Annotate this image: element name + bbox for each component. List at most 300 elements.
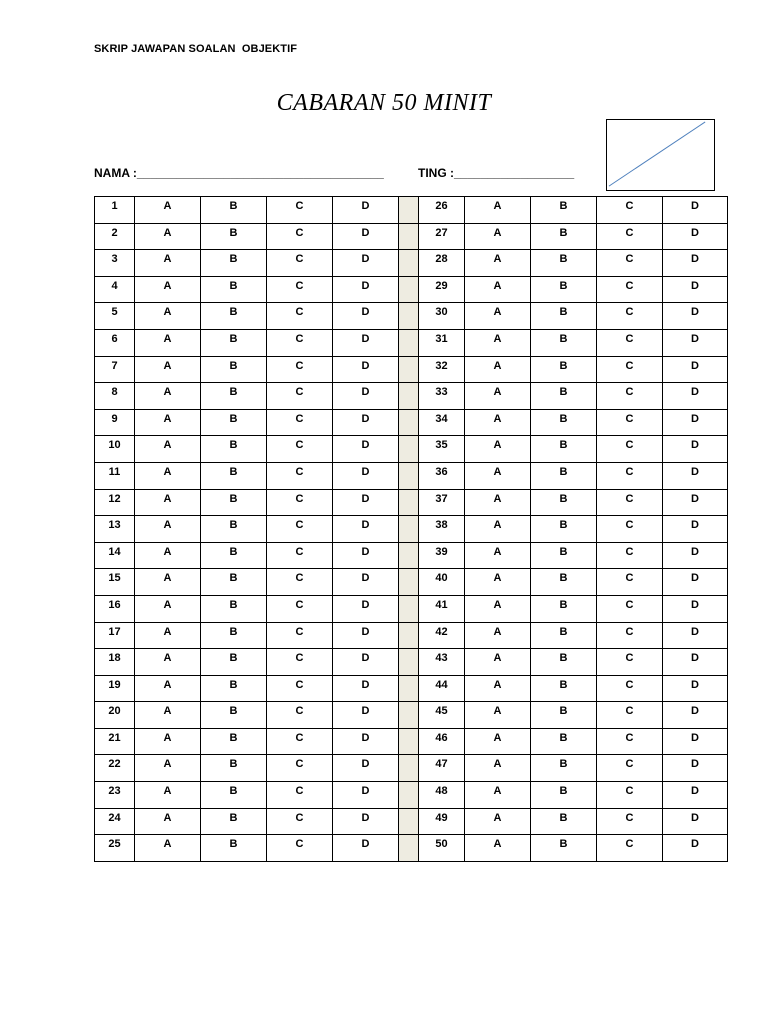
question-number: 36 (419, 462, 465, 489)
answer-option-c[interactable]: C (597, 808, 663, 835)
answer-option-d[interactable]: D (663, 223, 728, 250)
answer-option-a[interactable]: A (135, 728, 201, 755)
answer-option-a[interactable]: A (465, 462, 531, 489)
answer-option-b[interactable]: B (201, 728, 267, 755)
answer-option-d[interactable]: D (663, 569, 728, 596)
answer-option-a[interactable]: A (465, 276, 531, 303)
column-divider (399, 755, 419, 782)
answer-option-a[interactable]: A (135, 383, 201, 410)
answer-option-a[interactable]: A (465, 489, 531, 516)
answer-option-c[interactable]: C (267, 409, 333, 436)
question-number: 39 (419, 542, 465, 569)
answer-option-b[interactable]: B (531, 383, 597, 410)
question-number: 19 (95, 675, 135, 702)
answer-option-b[interactable]: B (531, 649, 597, 676)
question-number: 7 (95, 356, 135, 383)
answer-option-c[interactable]: C (267, 516, 333, 543)
answer-option-c[interactable]: C (267, 728, 333, 755)
question-number: 48 (419, 782, 465, 809)
question-number: 18 (95, 649, 135, 676)
answer-option-a[interactable]: A (135, 356, 201, 383)
answer-option-a[interactable]: A (135, 516, 201, 543)
answer-option-b[interactable]: B (201, 329, 267, 356)
answer-option-b[interactable]: B (201, 409, 267, 436)
answer-option-a[interactable]: A (135, 197, 201, 224)
answer-row (95, 835, 728, 862)
score-box-diagonal-line (607, 120, 714, 190)
answer-option-b[interactable]: B (531, 675, 597, 702)
answer-option-c[interactable]: C (267, 329, 333, 356)
column-divider (399, 569, 419, 596)
answer-option-b[interactable]: B (531, 276, 597, 303)
answer-option-b[interactable]: B (201, 649, 267, 676)
answer-row (95, 276, 728, 303)
answer-option-a[interactable]: A (465, 197, 531, 224)
question-number: 24 (95, 808, 135, 835)
question-number: 12 (95, 489, 135, 516)
question-number: 31 (419, 329, 465, 356)
answer-option-b[interactable]: B (201, 516, 267, 543)
question-number: 28 (419, 250, 465, 277)
answer-option-d[interactable]: D (333, 595, 399, 622)
answer-option-a[interactable]: A (135, 649, 201, 676)
answer-row (95, 675, 728, 702)
answer-option-b[interactable]: B (531, 436, 597, 463)
answer-option-d[interactable]: D (663, 835, 728, 862)
answer-row (95, 516, 728, 543)
answer-option-d[interactable]: D (333, 223, 399, 250)
answer-option-b[interactable]: B (201, 303, 267, 330)
answer-option-a[interactable]: A (465, 223, 531, 250)
answer-row (95, 409, 728, 436)
answer-option-a[interactable]: A (135, 276, 201, 303)
answer-option-d[interactable]: D (333, 702, 399, 729)
answer-option-c[interactable]: C (597, 728, 663, 755)
question-number: 25 (95, 835, 135, 862)
answer-option-a[interactable]: A (135, 223, 201, 250)
answer-row (95, 622, 728, 649)
answer-option-d[interactable]: D (333, 649, 399, 676)
answer-option-b[interactable]: B (201, 755, 267, 782)
name-field[interactable]: NAMA :_____________________________________ (94, 166, 384, 180)
answer-option-d[interactable]: D (663, 383, 728, 410)
answer-option-d[interactable]: D (663, 702, 728, 729)
answer-row (95, 649, 728, 676)
column-divider (399, 409, 419, 436)
answer-option-d[interactable]: D (663, 197, 728, 224)
answer-option-c[interactable]: C (267, 808, 333, 835)
answer-option-d[interactable]: D (333, 383, 399, 410)
question-number: 20 (95, 702, 135, 729)
answer-option-b[interactable]: B (201, 356, 267, 383)
question-number: 40 (419, 569, 465, 596)
answer-option-a[interactable]: A (135, 436, 201, 463)
answer-option-a[interactable]: A (465, 542, 531, 569)
answer-option-b[interactable]: B (531, 250, 597, 277)
answer-option-b[interactable]: B (531, 462, 597, 489)
answer-option-a[interactable]: A (465, 516, 531, 543)
answer-option-c[interactable]: C (597, 356, 663, 383)
answer-option-b[interactable]: B (201, 489, 267, 516)
question-number: 9 (95, 409, 135, 436)
answer-option-d[interactable]: D (333, 303, 399, 330)
score-box (606, 119, 715, 191)
answer-option-c[interactable]: C (597, 409, 663, 436)
answer-option-b[interactable]: B (201, 782, 267, 809)
answer-option-d[interactable]: D (333, 409, 399, 436)
answer-option-b[interactable]: B (201, 622, 267, 649)
answer-option-d[interactable]: D (333, 197, 399, 224)
answer-row (95, 250, 728, 277)
answer-option-d[interactable]: D (663, 356, 728, 383)
answer-option-d[interactable]: D (663, 516, 728, 543)
answer-option-c[interactable]: C (597, 755, 663, 782)
answer-option-c[interactable]: C (267, 595, 333, 622)
question-number: 46 (419, 728, 465, 755)
answer-option-b[interactable]: B (201, 383, 267, 410)
answer-option-a[interactable]: A (135, 462, 201, 489)
answer-option-c[interactable]: C (597, 436, 663, 463)
answer-option-d[interactable]: D (333, 835, 399, 862)
page-title: CABARAN 50 MINIT (276, 90, 492, 116)
question-number: 45 (419, 702, 465, 729)
answer-option-d[interactable]: D (663, 462, 728, 489)
answer-option-d[interactable]: D (333, 436, 399, 463)
answer-option-a[interactable]: A (135, 489, 201, 516)
answer-option-a[interactable]: A (465, 622, 531, 649)
answer-option-d[interactable]: D (333, 569, 399, 596)
answer-option-c[interactable]: C (267, 649, 333, 676)
answer-option-a[interactable]: A (465, 595, 531, 622)
question-number: 15 (95, 569, 135, 596)
column-divider (399, 542, 419, 569)
question-number: 8 (95, 383, 135, 410)
answer-option-c[interactable]: C (267, 250, 333, 277)
question-number: 6 (95, 329, 135, 356)
column-divider (399, 702, 419, 729)
answer-option-a[interactable]: A (465, 782, 531, 809)
answer-option-b[interactable]: B (531, 569, 597, 596)
answer-option-a[interactable]: A (465, 569, 531, 596)
class-field[interactable]: TING :__________________ (418, 166, 575, 180)
answer-option-a[interactable]: A (465, 250, 531, 277)
question-number: 23 (95, 782, 135, 809)
answer-option-d[interactable]: D (663, 755, 728, 782)
answer-option-b[interactable]: B (201, 276, 267, 303)
question-number: 32 (419, 356, 465, 383)
answer-option-c[interactable]: C (267, 383, 333, 410)
answer-option-c[interactable]: C (267, 276, 333, 303)
answer-option-b[interactable]: B (201, 675, 267, 702)
answer-option-b[interactable]: B (531, 197, 597, 224)
answer-option-d[interactable]: D (333, 622, 399, 649)
answer-option-a[interactable]: A (135, 329, 201, 356)
answer-option-a[interactable]: A (465, 383, 531, 410)
answer-option-a[interactable]: A (135, 409, 201, 436)
question-number: 41 (419, 595, 465, 622)
answer-option-c[interactable]: C (597, 835, 663, 862)
answer-row (95, 436, 728, 463)
answer-option-a[interactable]: A (135, 303, 201, 330)
answer-option-d[interactable]: D (333, 276, 399, 303)
answer-option-b[interactable]: B (531, 728, 597, 755)
question-number: 27 (419, 223, 465, 250)
question-number: 21 (95, 728, 135, 755)
answer-option-a[interactable]: A (135, 250, 201, 277)
answer-option-b[interactable]: B (531, 356, 597, 383)
answer-option-c[interactable]: C (597, 702, 663, 729)
answer-option-a[interactable]: A (465, 728, 531, 755)
question-number: 44 (419, 675, 465, 702)
column-divider (399, 462, 419, 489)
answer-row (95, 569, 728, 596)
answer-option-a[interactable]: A (135, 835, 201, 862)
answer-option-a[interactable]: A (135, 808, 201, 835)
answer-option-d[interactable]: D (333, 516, 399, 543)
answer-option-c[interactable]: C (597, 542, 663, 569)
answer-option-d[interactable]: D (663, 595, 728, 622)
answer-option-c[interactable]: C (267, 223, 333, 250)
answer-row (95, 383, 728, 410)
answer-option-a[interactable]: A (135, 675, 201, 702)
answer-option-d[interactable]: D (333, 728, 399, 755)
question-number: 34 (419, 409, 465, 436)
answer-option-d[interactable]: D (663, 409, 728, 436)
answer-option-b[interactable]: B (531, 702, 597, 729)
answer-option-b[interactable]: B (531, 516, 597, 543)
question-number: 11 (95, 462, 135, 489)
answer-option-c[interactable]: C (597, 622, 663, 649)
answer-option-b[interactable]: B (201, 436, 267, 463)
answer-row (95, 755, 728, 782)
question-number: 43 (419, 649, 465, 676)
question-number: 47 (419, 755, 465, 782)
answer-option-c[interactable]: C (597, 197, 663, 224)
answer-option-b[interactable]: B (531, 409, 597, 436)
document-header-label: SKRIP JAWAPAN SOALAN OBJEKTIF (94, 43, 298, 55)
answer-option-b[interactable]: B (201, 250, 267, 277)
answer-option-c[interactable]: C (267, 675, 333, 702)
answer-option-a[interactable]: A (135, 569, 201, 596)
answer-option-d[interactable]: D (663, 728, 728, 755)
answer-option-b[interactable]: B (531, 595, 597, 622)
answer-option-c[interactable]: C (597, 569, 663, 596)
answer-option-c[interactable]: C (597, 329, 663, 356)
column-divider (399, 622, 419, 649)
column-divider (399, 383, 419, 410)
answer-option-d[interactable]: D (663, 542, 728, 569)
column-divider (399, 329, 419, 356)
answer-option-d[interactable]: D (663, 782, 728, 809)
answer-option-c[interactable]: C (267, 702, 333, 729)
answer-option-c[interactable]: C (267, 542, 333, 569)
question-number: 38 (419, 516, 465, 543)
answer-option-b[interactable]: B (531, 835, 597, 862)
answer-option-c[interactable]: C (267, 782, 333, 809)
answer-option-a[interactable]: A (465, 755, 531, 782)
column-divider (399, 728, 419, 755)
answer-option-c[interactable]: C (597, 782, 663, 809)
answer-option-c[interactable]: C (597, 516, 663, 543)
column-divider (399, 223, 419, 250)
answer-option-c[interactable]: C (597, 595, 663, 622)
answer-option-c[interactable]: C (597, 675, 663, 702)
column-divider (399, 649, 419, 676)
answer-option-a[interactable]: A (465, 675, 531, 702)
answer-row (95, 542, 728, 569)
answer-row (95, 782, 728, 809)
question-number: 49 (419, 808, 465, 835)
question-number: 26 (419, 197, 465, 224)
answer-option-d[interactable]: D (663, 276, 728, 303)
answer-option-c[interactable]: C (267, 197, 333, 224)
question-number: 22 (95, 755, 135, 782)
answer-row (95, 808, 728, 835)
question-number: 4 (95, 276, 135, 303)
answer-option-b[interactable]: B (201, 702, 267, 729)
answer-option-c[interactable]: C (597, 276, 663, 303)
answer-option-b[interactable]: B (201, 223, 267, 250)
answer-option-a[interactable]: A (465, 808, 531, 835)
question-number: 1 (95, 197, 135, 224)
question-number: 37 (419, 489, 465, 516)
answer-option-d[interactable]: D (333, 808, 399, 835)
answer-option-a[interactable]: A (465, 835, 531, 862)
question-number: 3 (95, 250, 135, 277)
column-divider (399, 675, 419, 702)
answer-option-d[interactable]: D (663, 489, 728, 516)
answer-option-c[interactable]: C (597, 303, 663, 330)
answer-option-a[interactable]: A (135, 755, 201, 782)
answer-option-d[interactable]: D (663, 675, 728, 702)
answer-option-a[interactable]: A (135, 702, 201, 729)
column-divider (399, 516, 419, 543)
answer-option-d[interactable]: D (333, 329, 399, 356)
answer-option-c[interactable]: C (267, 569, 333, 596)
answer-row (95, 197, 728, 224)
column-divider (399, 489, 419, 516)
answer-option-d[interactable]: D (663, 808, 728, 835)
answer-grid (94, 196, 728, 862)
column-divider (399, 197, 419, 224)
answer-option-b[interactable]: B (201, 808, 267, 835)
answer-option-d[interactable]: D (333, 542, 399, 569)
answer-option-a[interactable]: A (135, 782, 201, 809)
answer-option-a[interactable]: A (465, 436, 531, 463)
answer-option-d[interactable]: D (663, 649, 728, 676)
answer-option-c[interactable]: C (597, 223, 663, 250)
question-number: 16 (95, 595, 135, 622)
answer-option-d[interactable]: D (663, 329, 728, 356)
answer-option-b[interactable]: B (531, 223, 597, 250)
answer-row (95, 489, 728, 516)
answer-option-a[interactable]: A (135, 622, 201, 649)
answer-row (95, 728, 728, 755)
answer-option-a[interactable]: A (465, 409, 531, 436)
answer-option-d[interactable]: D (663, 303, 728, 330)
answer-row (95, 303, 728, 330)
question-number: 17 (95, 622, 135, 649)
answer-option-c[interactable]: C (267, 436, 333, 463)
answer-row (95, 223, 728, 250)
answer-option-b[interactable]: B (201, 197, 267, 224)
answer-option-d[interactable]: D (333, 675, 399, 702)
answer-option-d[interactable]: D (663, 436, 728, 463)
answer-option-c[interactable]: C (267, 303, 333, 330)
answer-option-b[interactable]: B (201, 542, 267, 569)
answer-option-b[interactable]: B (531, 489, 597, 516)
question-number: 5 (95, 303, 135, 330)
answer-option-a[interactable]: A (465, 329, 531, 356)
column-divider (399, 808, 419, 835)
answer-option-b[interactable]: B (531, 782, 597, 809)
column-divider (399, 356, 419, 383)
answer-option-d[interactable]: D (333, 489, 399, 516)
answer-option-d[interactable]: D (663, 250, 728, 277)
answer-option-a[interactable]: A (465, 702, 531, 729)
question-number: 2 (95, 223, 135, 250)
question-number: 10 (95, 436, 135, 463)
answer-option-c[interactable]: C (267, 462, 333, 489)
answer-option-b[interactable]: B (531, 329, 597, 356)
answer-row (95, 702, 728, 729)
question-number: 42 (419, 622, 465, 649)
answer-option-b[interactable]: B (201, 569, 267, 596)
answer-option-c[interactable]: C (267, 356, 333, 383)
answer-option-c[interactable]: C (597, 649, 663, 676)
column-divider (399, 250, 419, 277)
answer-option-c[interactable]: C (597, 489, 663, 516)
question-number: 13 (95, 516, 135, 543)
answer-option-b[interactable]: B (201, 462, 267, 489)
answer-option-a[interactable]: A (135, 595, 201, 622)
question-number: 33 (419, 383, 465, 410)
answer-option-b[interactable]: B (531, 542, 597, 569)
question-number: 35 (419, 436, 465, 463)
answer-option-b[interactable]: B (531, 755, 597, 782)
column-divider (399, 595, 419, 622)
answer-option-a[interactable]: A (465, 356, 531, 383)
answer-option-d[interactable]: D (333, 250, 399, 277)
column-divider (399, 436, 419, 463)
answer-option-d[interactable]: D (333, 755, 399, 782)
answer-option-a[interactable]: A (465, 303, 531, 330)
question-number: 50 (419, 835, 465, 862)
answer-row (95, 329, 728, 356)
answer-option-c[interactable]: C (267, 489, 333, 516)
answer-option-b[interactable]: B (531, 303, 597, 330)
answer-option-c[interactable]: C (597, 462, 663, 489)
answer-option-b[interactable]: B (201, 595, 267, 622)
answer-option-b[interactable]: B (531, 622, 597, 649)
answer-option-b[interactable]: B (201, 835, 267, 862)
answer-option-d[interactable]: D (333, 462, 399, 489)
answer-option-d[interactable]: D (663, 622, 728, 649)
answer-option-a[interactable]: A (465, 649, 531, 676)
answer-option-c[interactable]: C (267, 622, 333, 649)
answer-option-b[interactable]: B (531, 808, 597, 835)
answer-option-c[interactable]: C (597, 383, 663, 410)
answer-option-c[interactable]: C (267, 755, 333, 782)
column-divider (399, 835, 419, 862)
column-divider (399, 782, 419, 809)
column-divider (399, 303, 419, 330)
answer-option-c[interactable]: C (267, 835, 333, 862)
answer-option-d[interactable]: D (333, 356, 399, 383)
answer-option-d[interactable]: D (333, 782, 399, 809)
answer-option-a[interactable]: A (135, 542, 201, 569)
answer-option-c[interactable]: C (597, 250, 663, 277)
